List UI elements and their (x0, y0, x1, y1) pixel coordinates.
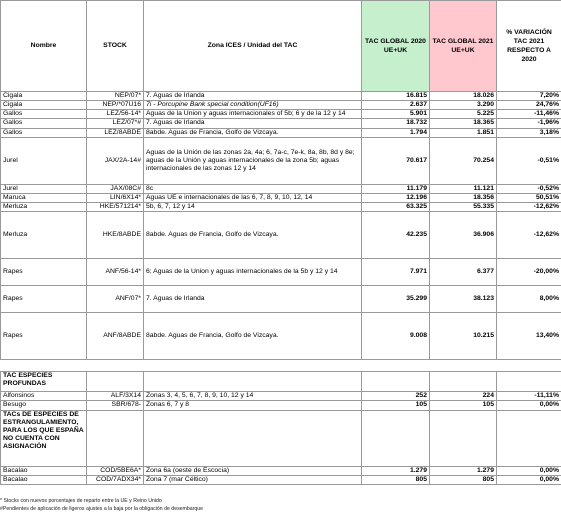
cell-stock: ANF/56-14* (87, 259, 144, 286)
cell-zona: 8abde. Aguas de Francia, Golfo de Vizcaya. (144, 313, 362, 360)
cell-tac-2020: 63.325 (362, 203, 430, 212)
cell-variacion: 3,18% (497, 128, 561, 137)
section-header-row (1, 410, 561, 466)
cell-variacion: -1,96% (497, 119, 561, 128)
footnotes (0, 497, 561, 513)
cell-zona: 7. Aguas de Irlanda (144, 286, 362, 313)
cell-nombre: Cigala (1, 101, 87, 110)
header-stock: STOCK (87, 1, 144, 92)
cell-zona: Zonas 6, 7 y 8 (144, 401, 362, 410)
cell-stock: JAX/2A-14# (87, 137, 144, 184)
footnote-new-percentages: * Stocks con nuevos porcentajes de reparto entre la UE y Reino Unido (0, 498, 162, 504)
header-zona: Zona ICES / Unidad del TAC (144, 1, 362, 92)
cell-zona: 8c (144, 184, 362, 193)
table-row (1, 466, 561, 475)
cell-nombre: Alfonsinos (1, 392, 87, 401)
cell-zona: 7i - Porcupine Bank special condition(UF16) (144, 101, 362, 110)
table-row (1, 119, 561, 128)
cell-variacion: 0,00% (497, 475, 561, 484)
cell-stock: ALF/3X14 (87, 392, 144, 401)
cell-stock: HKE/571214* (87, 203, 144, 212)
cell-tac-2020: 18.732 (362, 119, 430, 128)
cell-variacion: -20,00% (497, 259, 561, 286)
cell-tac-2021: 11.121 (430, 184, 497, 193)
cell-tac-2020: 2.637 (362, 101, 430, 110)
cell-nombre: Maruca (1, 193, 87, 202)
cell-tac-2020: 11.179 (362, 184, 430, 193)
cell-stock: NEP/07* (87, 92, 144, 101)
cell-variacion: -0,52% (497, 184, 561, 193)
cell-tac-2021: 224 (430, 392, 497, 401)
cell-stock: LEZ/07*# (87, 119, 144, 128)
cell-stock: LEZ/56-14* (87, 110, 144, 119)
header-nombre: Nombre (1, 1, 87, 92)
cell-stock: LEZ/8ABDE (87, 128, 144, 137)
cell-tac-2021: 18.026 (430, 92, 497, 101)
section-title-estrangulamiento: TACs DE ESPECIES DE ESTRANGULAMIENTO, PARA LOS QUE ESPAÑA NO CUENTA CON ASIGNACIÓN (1, 410, 87, 466)
cell-nombre: Gallos (1, 119, 87, 128)
table-row (1, 92, 561, 101)
cell-nombre: Besugo (1, 401, 87, 410)
cell-zona: 7. Aguas de Irlanda (144, 119, 362, 128)
cell-variacion: -11,46% (497, 110, 561, 119)
table-row (1, 392, 561, 401)
cell-tac-2021: 38.123 (430, 286, 497, 313)
cell-tac-2020: 7.971 (362, 259, 430, 286)
cell-variacion: 8,00% (497, 286, 561, 313)
cell-stock: COD/7ADX34* (87, 475, 144, 484)
cell-zona: Zonas 3, 4, 5, 6, 7, 8, 9, 10, 12 y 14 (144, 392, 362, 401)
cell-nombre: Merluza (1, 212, 87, 259)
header-tac-2021: TAC GLOBAL 2021 UE+UK (430, 1, 497, 92)
cell-nombre: Bacalao (1, 475, 87, 484)
table-row (1, 101, 561, 110)
table-row (1, 259, 561, 286)
cell-tac-2021: 105 (430, 401, 497, 410)
cell-variacion: 50,51% (497, 193, 561, 202)
cell-zona: Zona 6a (oeste de Escocia) (144, 466, 362, 475)
cell-zona: 8abde. Aguas de Francia, Golfo de Vizcaya. (144, 128, 362, 137)
cell-nombre: Rapes (1, 286, 87, 313)
cell-tac-2020: 70.617 (362, 137, 430, 184)
cell-variacion: 0,00% (497, 466, 561, 475)
cell-tac-2020: 42.235 (362, 212, 430, 259)
cell-tac-2020: 805 (362, 475, 430, 484)
cell-tac-2021: 1.279 (430, 466, 497, 475)
cell-tac-2020: 9.008 (362, 313, 430, 360)
cell-stock: JAX/08C# (87, 184, 144, 193)
cell-variacion: 24,76% (497, 101, 561, 110)
cell-nombre: Merluza (1, 203, 87, 212)
section-header-row (1, 372, 561, 392)
cell-zona: 6; Aguas de la Union y aguas internacionales de la 5b y 12 y 14 (144, 259, 362, 286)
cell-tac-2021: 1.851 (430, 128, 497, 137)
cell-stock: NEP/*07U16 (87, 101, 144, 110)
table-row (1, 110, 561, 119)
cell-stock: LIN/6X14* (87, 193, 144, 202)
cell-tac-2020: 5.901 (362, 110, 430, 119)
cell-nombre: Gallos (1, 128, 87, 137)
cell-stock: ANF/8ABDE (87, 313, 144, 360)
cell-zona: Zona 7 (mar Céltico) (144, 475, 362, 484)
cell-zona: 7. Aguas de Irlanda (144, 92, 362, 101)
cell-tac-2020: 1.279 (362, 466, 430, 475)
cell-variacion: -12,62% (497, 203, 561, 212)
cell-tac-2020: 12.196 (362, 193, 430, 202)
cell-zona: Aguas de la Unión de las zonas 2a, 4a; 6, 7a-c, 7e-k, 8a, 8b, 8d y 8e; aguas de la Unión y aguas internacionales de la zona 5b; aguas internacionales de las zonas 12 y 14 (144, 137, 362, 184)
table-row (1, 313, 561, 360)
cell-zona: Aguas UE e internacionales de las 6, 7, 8, 9, 10, 12, 14 (144, 193, 362, 202)
table-row (1, 286, 561, 313)
cell-stock: ANF/07* (87, 286, 144, 313)
cell-tac-2021: 70.254 (430, 137, 497, 184)
table-row (1, 137, 561, 184)
cell-tac-2020: 35.299 (362, 286, 430, 313)
cell-tac-2020: 105 (362, 401, 430, 410)
table-row (1, 193, 561, 202)
cell-variacion: -0,51% (497, 137, 561, 184)
cell-variacion: -11,11% (497, 392, 561, 401)
cell-nombre: Cigala (1, 92, 87, 101)
table-row (1, 184, 561, 193)
table-row (1, 212, 561, 259)
cell-variacion: 13,40% (497, 313, 561, 360)
table-row (1, 475, 561, 484)
cell-variacion: 0,00% (497, 401, 561, 410)
cell-tac-2021: 18.356 (430, 193, 497, 202)
table-row (1, 203, 561, 212)
cell-nombre: Bacalao (1, 466, 87, 475)
cell-tac-2021: 36.906 (430, 212, 497, 259)
cell-zona: 8abde. Aguas de Francia, Golfo de Vizcaya. (144, 212, 362, 259)
cell-tac-2020: 1.794 (362, 128, 430, 137)
cell-tac-2021: 6.377 (430, 259, 497, 286)
cell-nombre: Rapes (1, 313, 87, 360)
cell-zona: 5b, 6, 7, 12 y 14 (144, 203, 362, 212)
cell-tac-2021: 10.215 (430, 313, 497, 360)
cell-stock: HKE/8ABDE (87, 212, 144, 259)
cell-nombre: Jurel (1, 137, 87, 184)
cell-variacion: 7,20% (497, 92, 561, 101)
header-variacion: % VARIACIÓN TAC 2021 RESPECTO A 2020 (497, 1, 561, 92)
header-row (1, 1, 561, 92)
cell-tac-2021: 55.335 (430, 203, 497, 212)
cell-stock: SBR/678- (87, 401, 144, 410)
cell-nombre: Rapes (1, 259, 87, 286)
cell-stock: COD/5BE6A* (87, 466, 144, 475)
footnote-landing-obligation: #Pendientes de aplicación de ligeros ajustes a la baja por la obligación de desembarque (0, 506, 204, 512)
cell-tac-2021: 5.225 (430, 110, 497, 119)
cell-tac-2021: 18.365 (430, 119, 497, 128)
cell-zona: Aguas de la Union y aguas internacionales of 5b; 6 y de la 12 y 14 (144, 110, 362, 119)
section-title-profundas: TAC ESPECIES PROFUNDAS (1, 372, 87, 392)
cell-tac-2021: 805 (430, 475, 497, 484)
cell-tac-2020: 16.815 (362, 92, 430, 101)
cell-tac-2021: 3.290 (430, 101, 497, 110)
cell-variacion: -12,62% (497, 212, 561, 259)
header-tac-2020: TAC GLOBAL 2020 UE+UK (362, 1, 430, 92)
cell-nombre: Jurel (1, 184, 87, 193)
cell-nombre: Gallos (1, 110, 87, 119)
table-row (1, 128, 561, 137)
spacer-row (1, 360, 561, 372)
table-row (1, 401, 561, 410)
cell-tac-2020: 252 (362, 392, 430, 401)
